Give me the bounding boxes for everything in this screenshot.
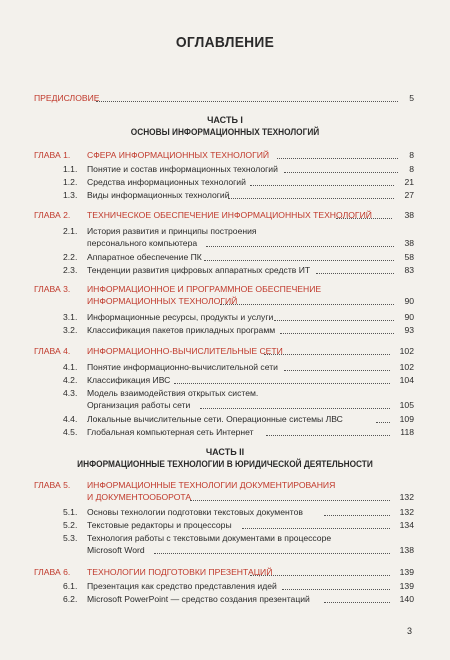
section-title: Текстовые редакторы и процессоры (87, 520, 232, 530)
section-title-line-1: Технология работы с текстовыми документами в процессоре (87, 533, 332, 543)
part-2-label: ЧАСТЬ II (205, 447, 245, 457)
section-title: Аппаратное обеспечение ПК (87, 252, 202, 262)
section-page: 83 (404, 265, 414, 275)
leader-dots (264, 354, 390, 355)
section-number: 3.2. (63, 325, 78, 335)
leader-dots (316, 273, 394, 274)
section-number: 1.2. (63, 177, 78, 187)
leader-dots (174, 383, 390, 384)
leader-dots (284, 172, 398, 173)
chapter-title: ИНФОРМАЦИОННО-ВЫЧИСЛИТЕЛЬНЫЕ СЕТИ (87, 346, 283, 356)
section-page: 8 (409, 164, 414, 174)
toc-chapter-3-cont[interactable] (34, 296, 416, 307)
section-page: 140 (399, 594, 414, 604)
section-number: 2.3. (63, 265, 78, 275)
leader-dots (324, 515, 390, 516)
section-number: 4.1. (63, 362, 78, 372)
toc-preface[interactable] (34, 93, 416, 104)
chapter-number: ГЛАВА 2. (34, 210, 71, 220)
chapter-page: 8 (409, 150, 414, 160)
chapter-number: ГЛАВА 6. (34, 567, 71, 577)
toc-section-6-2[interactable] (34, 594, 416, 605)
chapter-title: СФЕРА ИНФОРМАЦИОННЫХ ТЕХНОЛОГИЙ (87, 150, 270, 160)
section-title: Глобальная компьютерная сеть Интернет (87, 427, 254, 437)
toc-section-6-1[interactable] (34, 581, 416, 592)
section-title: Локальные вычислительные сети. Операционные системы ЛВС (87, 414, 343, 424)
section-page: 58 (404, 252, 414, 262)
chapter-title-line-1: ИНФОРМАЦИОННОЕ И ПРОГРАММНОЕ ОБЕСПЕЧЕНИЕ (87, 284, 322, 294)
leader-dots (282, 589, 390, 590)
toc-section-1-2[interactable] (34, 177, 416, 188)
leader-dots (324, 602, 390, 603)
toc-chapter-6[interactable] (34, 567, 416, 578)
section-page: 38 (404, 238, 414, 248)
toc-section-5-1[interactable] (34, 507, 416, 518)
section-title: Тенденции развития цифровых аппаратных средств ИТ (87, 265, 311, 275)
section-page: 118 (400, 427, 414, 437)
toc-section-2-3[interactable] (34, 265, 416, 276)
page-number: 3 (406, 626, 412, 636)
toc-section-4-2[interactable] (34, 375, 416, 386)
toc-section-4-3[interactable] (34, 388, 416, 399)
preface-label: ПРЕДИСЛОВИЕ (34, 93, 100, 103)
chapter-page: 38 (404, 210, 414, 220)
leader-dots (277, 158, 398, 159)
chapter-title: ТЕХНИЧЕСКОЕ ОБЕСПЕЧЕНИЕ ИНФОРМАЦИОННЫХ ТЕХНОЛОГИЙ (87, 210, 372, 220)
chapter-title-line-2: ИНФОРМАЦИОННЫХ ТЕХНОЛОГИЙ (87, 296, 238, 306)
leader-dots (228, 198, 394, 199)
toc-section-5-3[interactable] (34, 533, 416, 544)
toc-section-4-4[interactable] (34, 414, 416, 425)
chapter-title-line-2: И ДОКУМЕНТООБОРОТА (87, 492, 192, 502)
section-title: Информационные ресурсы, продукты и услуги (87, 312, 274, 322)
part-1-title: ОСНОВЫ ИНФОРМАЦИОННЫХ ТЕХНОЛОГИЙ (130, 127, 320, 137)
section-title: Классификация пакетов прикладных программ (87, 325, 276, 335)
section-page: 134 (399, 520, 414, 530)
toc-chapter-5-cont[interactable] (34, 492, 416, 503)
leader-dots (376, 422, 390, 423)
section-number: 4.2. (63, 375, 78, 385)
section-title: Классификация ИВС (87, 375, 171, 385)
toc-chapter-2[interactable] (34, 210, 416, 221)
chapter-page: 102 (399, 346, 414, 356)
chapter-title: ТЕХНОЛОГИИ ПОДГОТОВКИ ПРЕЗЕНТАЦИЙ (87, 567, 273, 577)
preface-page: 5 (409, 93, 414, 103)
toc-section-2-1[interactable] (34, 226, 416, 237)
chapter-page: 139 (399, 567, 414, 577)
section-number: 5.1. (63, 507, 78, 517)
section-title: Виды информационных технологий (87, 190, 230, 200)
section-number: 4.3. (63, 388, 78, 398)
section-title: Понятие и состав информационных технологий (87, 164, 278, 174)
leader-dots (336, 218, 392, 219)
section-title: Средства информационных технологий (87, 177, 246, 187)
toc-section-4-5[interactable] (34, 427, 416, 438)
chapter-number: ГЛАВА 5. (34, 480, 71, 490)
leader-dots (96, 101, 398, 102)
section-page: 138 (399, 545, 414, 555)
toc-section-1-1[interactable] (34, 164, 416, 175)
chapter-number: ГЛАВА 3. (34, 284, 71, 294)
chapter-number: ГЛАВА 4. (34, 346, 71, 356)
toc-section-4-3-cont[interactable] (34, 400, 416, 411)
section-number: 1.3. (63, 190, 78, 200)
toc-section-4-1[interactable] (34, 362, 416, 373)
section-number: 6.2. (63, 594, 78, 604)
leader-dots (206, 246, 394, 247)
chapter-page: 90 (404, 296, 414, 306)
toc-section-5-3-cont[interactable] (34, 545, 416, 556)
leader-dots (220, 304, 394, 305)
section-number: 1.1. (63, 164, 78, 174)
leader-dots (280, 333, 394, 334)
chapter-number: ГЛАВА 1. (34, 150, 71, 160)
section-title: Microsoft PowerPoint — средство создания презентаций (87, 594, 310, 604)
toc-section-1-3[interactable] (34, 190, 416, 201)
section-number: 3.1. (63, 312, 78, 322)
leader-dots (274, 320, 394, 321)
toc-chapter-5[interactable] (34, 480, 416, 491)
section-number: 5.2. (63, 520, 78, 530)
section-number: 4.5. (63, 427, 78, 437)
page-title: ОГЛАВЛЕНИЕ (175, 34, 275, 51)
leader-dots (284, 370, 390, 371)
section-title: Понятие информационно-вычислительной сети (87, 362, 278, 372)
section-page: 90 (404, 312, 414, 322)
toc-chapter-1[interactable] (34, 150, 416, 161)
leader-dots (154, 553, 390, 554)
section-title: Основы технологии подготовки текстовых документов (87, 507, 303, 517)
section-page: 104 (399, 375, 414, 385)
part-1-label: ЧАСТЬ I (207, 115, 243, 125)
section-title: Презентация как средство представления идей (87, 581, 277, 591)
section-page: 132 (399, 507, 414, 517)
section-number: 2.2. (63, 252, 78, 262)
leader-dots (190, 500, 390, 501)
leader-dots (204, 260, 394, 261)
leader-dots (200, 408, 390, 409)
section-number: 6.1. (63, 581, 78, 591)
leader-dots (250, 185, 394, 186)
toc-section-5-2[interactable] (34, 520, 416, 531)
part-2-title: ИНФОРМАЦИОННЫЕ ТЕХНОЛОГИИ В ЮРИДИЧЕСКОЙ ДЕЯТЕЛЬНОСТИ (77, 459, 373, 469)
section-title-line-2: персонального компьютера (87, 238, 198, 248)
section-page: 21 (404, 177, 414, 187)
section-page: 93 (404, 325, 414, 335)
section-title-line-2: Организация работы сети (87, 400, 191, 410)
section-title-line-1: История развития и принципы построения (87, 226, 257, 236)
section-page: 139 (399, 581, 414, 591)
toc-section-2-1-cont[interactable] (34, 238, 416, 249)
section-page: 105 (399, 400, 414, 410)
section-number: 5.3. (63, 533, 78, 543)
section-title-line-1: Модель взаимодействия открытых систем. (87, 388, 259, 398)
leader-dots (266, 435, 390, 436)
section-page: 27 (404, 190, 414, 200)
chapter-page: 132 (399, 492, 414, 502)
section-page: 109 (399, 414, 414, 424)
toc-chapter-4[interactable] (34, 346, 416, 357)
leader-dots (242, 528, 390, 529)
toc-section-2-2[interactable] (34, 252, 416, 263)
section-page: 102 (399, 362, 414, 372)
toc-section-3-1[interactable] (34, 312, 416, 323)
section-number: 2.1. (63, 226, 78, 236)
section-title-line-2: Microsoft Word (87, 545, 145, 555)
leader-dots (250, 575, 390, 576)
toc-chapter-3[interactable] (34, 284, 416, 295)
toc-section-3-2[interactable] (34, 325, 416, 336)
section-number: 4.4. (63, 414, 78, 424)
chapter-title-line-1: ИНФОРМАЦИОННЫЕ ТЕХНОЛОГИИ ДОКУМЕНТИРОВАНИЯ (87, 480, 336, 490)
